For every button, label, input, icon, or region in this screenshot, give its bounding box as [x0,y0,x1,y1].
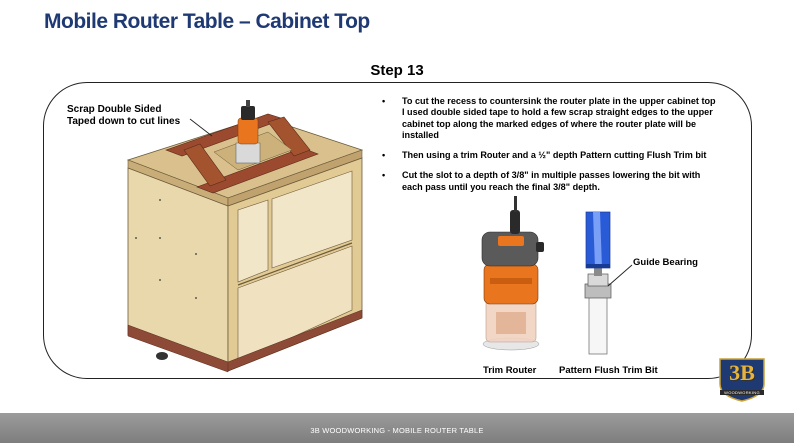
brand-logo [716,356,768,402]
cabinet-illustration [128,100,362,372]
trim-router-illustration [482,196,544,350]
logo-subtext: WOODWORKING [720,390,764,395]
step-heading: Step 13 [370,62,424,79]
flush-trim-bit-caption: Pattern Flush Trim Bit [559,365,658,376]
instruction-item [382,150,718,161]
instruction-item [382,170,718,193]
trim-router-caption: Trim Router [483,365,537,376]
bullet-marker: • [382,170,386,181]
page-title: Mobile Router Table – Cabinet Top [44,10,370,33]
instruction-text: Then using a trim Router and a ½" depth Pattern cutting Flush Trim bit [402,150,707,161]
footer-bar [0,413,794,443]
callout-line-2: Taped down to cut lines [67,116,181,127]
instruction-item [382,96,718,141]
instruction-text: To cut the recess to countersink the router plate in the upper cabinet top I used double sided tape to hold a few scrap straight edges to the upper cabinet top along the marked edges of where the router plate will be installed [402,96,716,140]
guide-bearing-label: Guide Bearing [633,257,698,268]
flush-trim-bit-illustration [585,212,611,354]
bullet-marker: • [382,96,386,106]
instruction-list [382,96,718,202]
footer-text: 3B WOODWORKING - MOBILE ROUTER TABLE [310,426,484,435]
callout-line-1: Scrap Double Sided [67,104,162,115]
bullet-marker: • [382,150,386,161]
logo-text: 3B [729,360,755,385]
scrap-callout [67,104,180,128]
instruction-text: Cut the slot to a depth of 3/8" in multiple passes lowering the bit with each pass until you reach the final 3/8" depth. [402,170,701,192]
